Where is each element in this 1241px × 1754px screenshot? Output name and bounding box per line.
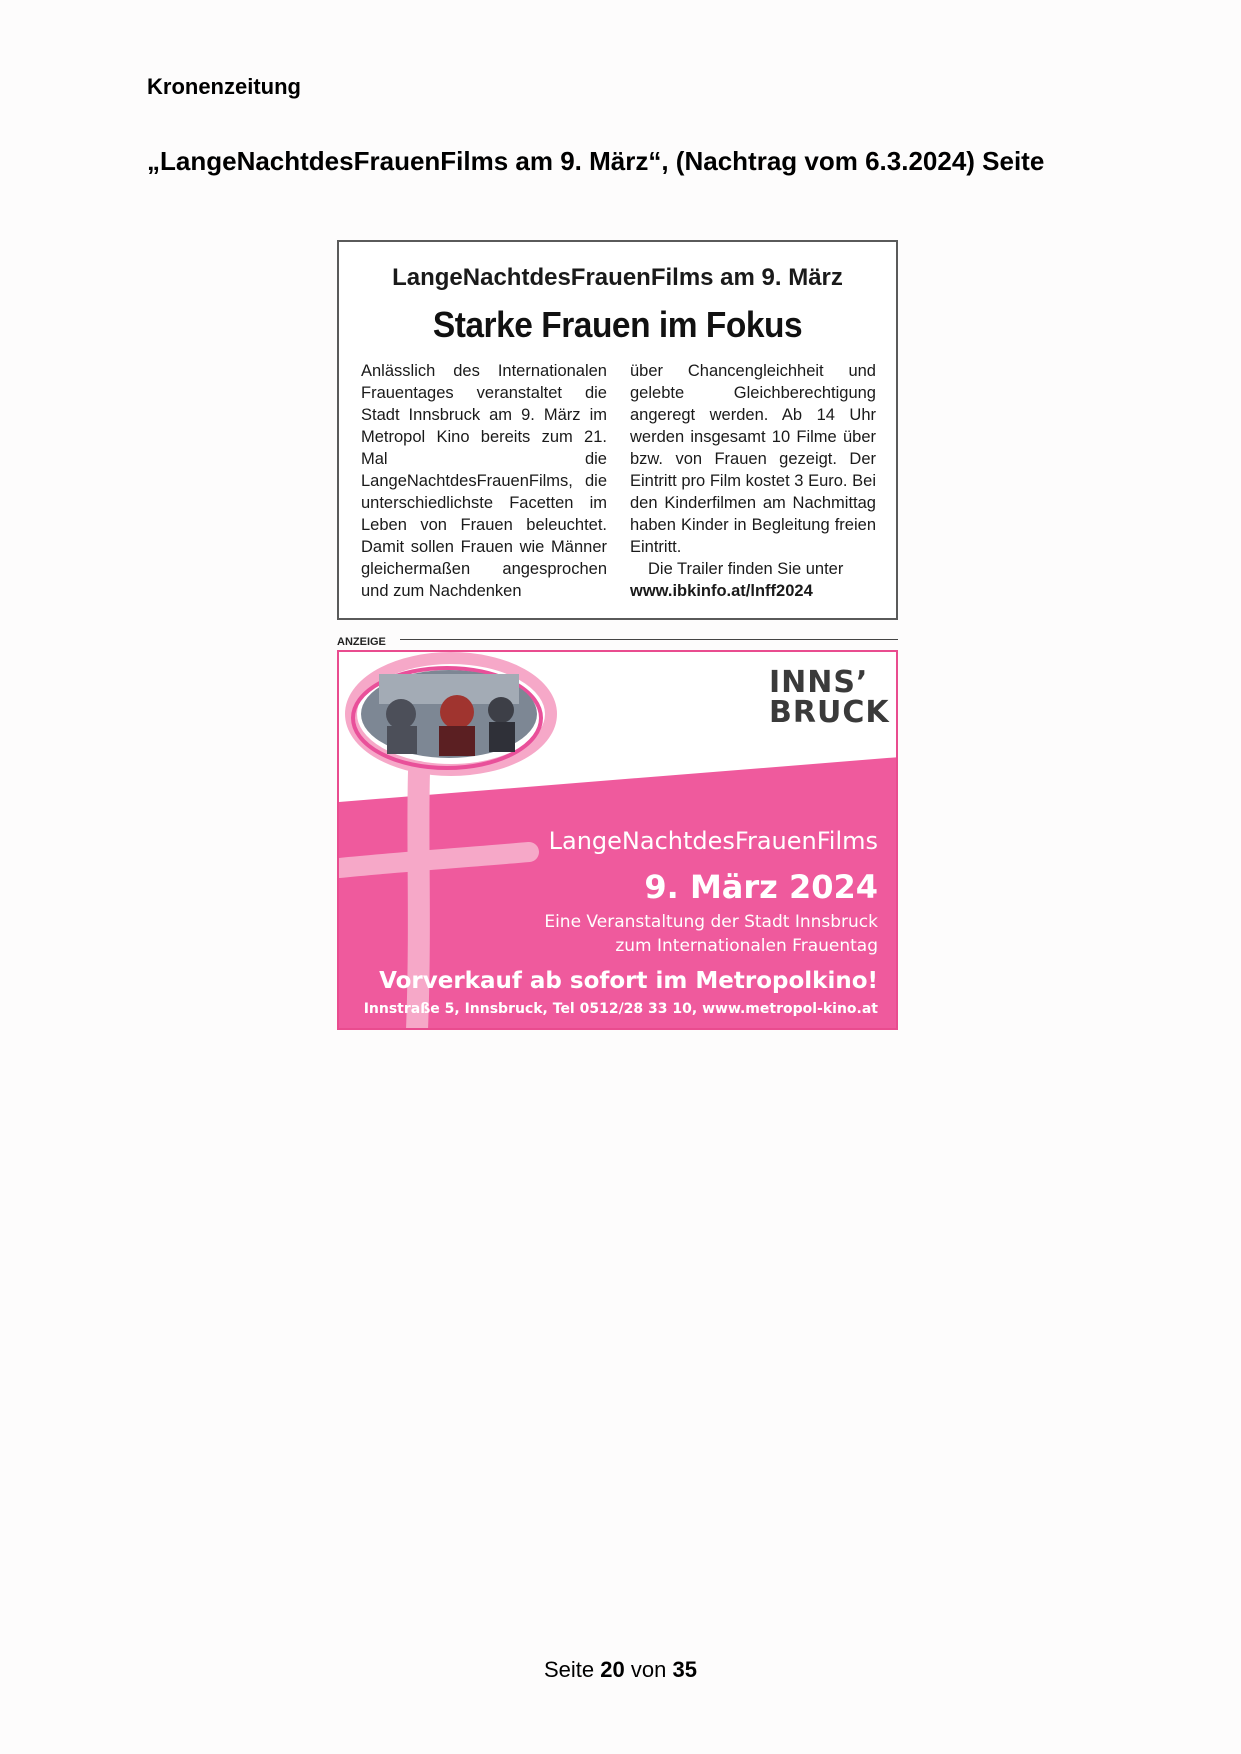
ad-presale: Vorverkauf ab sofort im Metropolkino!: [379, 968, 878, 994]
footer-prefix: Seite: [544, 1657, 595, 1682]
ad-organizer-line-1: Eine Veranstaltung der Stadt Innsbruck: [544, 912, 878, 932]
ad-label: ANZEIGE: [337, 636, 386, 648]
article-column-left: Anlässlich des Internationalen Frauentages veranstaltet die Stadt Innsbruck am 9. März im Metropol Kino bereits zum 21. Mal die LangeNachtdesFrauenFilms, die unterschiedlichste Facetten im Leben von Frauen beleuchtet. Damit sollen Frauen wie Männer gleichermaßen angesprochen und zum Nachdenken: [361, 362, 607, 600]
women-group-photo-icon: [361, 670, 537, 758]
footer-page-number: 20: [600, 1657, 625, 1682]
advertisement: [337, 650, 898, 1030]
innsbruck-logo: [769, 665, 890, 730]
ad-divider: [400, 639, 898, 640]
article-column-right: [630, 360, 876, 602]
logo-line-1: INNS’: [769, 665, 869, 700]
trailer-link[interactable]: www.ibkinfo.at/lnff2024: [630, 582, 813, 600]
newspaper-clipping: [337, 240, 898, 620]
document-title: „LangeNachtdesFrauenFilms am 9. März“, (Nachtrag vom 6.3.2024) Seite: [147, 146, 1045, 176]
source-name: Kronenzeitung: [147, 74, 301, 99]
page-footer: [0, 1657, 1241, 1683]
logo-line-2: BRUCK: [769, 695, 890, 730]
footer-middle: von: [630, 1657, 667, 1682]
ad-event-name: LangeNachtdesFrauenFilms: [548, 827, 878, 855]
ad-event-date: 9. März 2024: [644, 868, 878, 906]
ad-organizer-line-2: zum Internationalen Frauentag: [615, 936, 878, 956]
trailer-text: Die Trailer finden Sie unter: [648, 560, 844, 578]
article-headline: Starke Frauen im Fokus: [432, 304, 803, 345]
article-column-right-text: über Chancengleichheit und gelebte Gleichberechtigung angeregt werden. Ab 14 Uhr werden insgesamt 10 Filme über bzw. von Frauen gezeigt. Der Eintritt pro Film kostet 3 Euro. Bei den Kinderfilmen am Nachmittag haben Kinder in Begleitung freien Eintritt.: [630, 362, 876, 556]
article-kicker: LangeNachtdesFrauenFilms am 9. März: [392, 264, 843, 291]
ad-address: Innstraße 5, Innsbruck, Tel 0512/28 33 10, www.metropol-kino.at: [363, 1001, 878, 1017]
footer-page-total: 35: [672, 1657, 697, 1682]
